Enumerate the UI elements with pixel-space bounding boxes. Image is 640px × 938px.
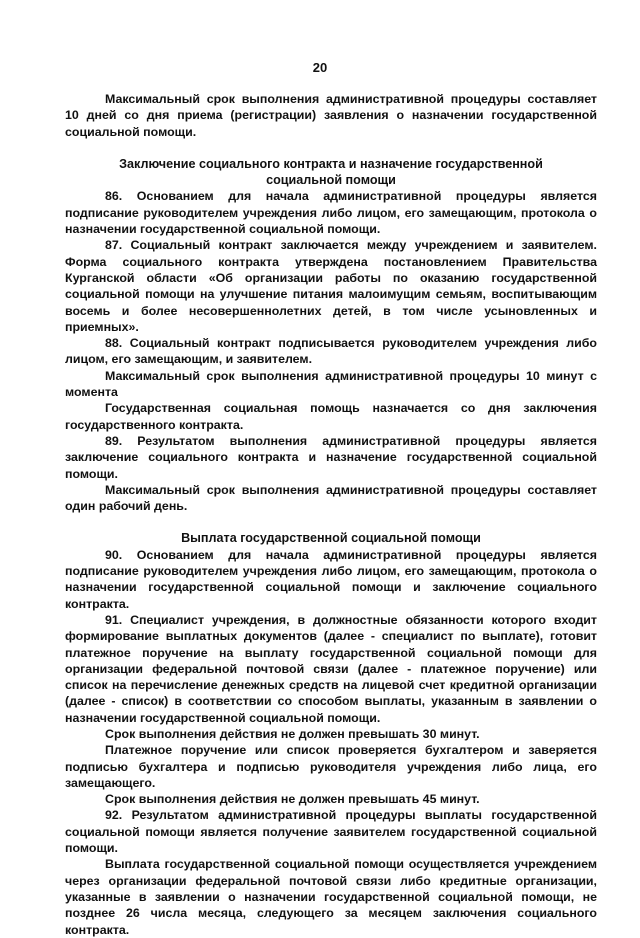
section-title-line1: Заключение социального контракта и назначение государственной [119, 156, 543, 171]
section-title-line2: социальной помощи [266, 173, 396, 188]
paragraph-92: 92. Результатом административной процедуры выплаты государственной социальной помощи является получение заявителем государственной социальной помощи. [65, 808, 597, 856]
paragraph-verification: Платежное поручение или список проверяется бухгалтером и заверяется подписью бухгалтера и подписью руководителя учреждения либо лица, его замещающего. [65, 743, 597, 790]
paragraph-payment-delivery: Выплата государственной социальной помощи осуществляется учреждением через организации федеральной почтовой связи либо кредитные организации, указанные в заявлении о назначении государственной социальной помощи, не позднее 26 числа месяца, следующего за месяцем заключения социального контракта. [65, 857, 597, 937]
paragraph-91: 91. Специалист учреждения, в должностные обязанности которого входит формирование выплатных документов (далее - специалист по выплате), готовит платежное поручение на выплату государственной социальной помощи для организации федеральной почтовой связи (далее - платежное поручение) или список на перечисление денежных средств на лицевой счет кредитной организации (далее - список) в соответствии со способом выплаты, указанным в заявлении о назначении государственной социальной помощи. [65, 612, 597, 725]
section-title-payment: Выплата государственной социальной помощи [181, 531, 481, 546]
paragraph-87: 87. Социальный контракт заключается между учреждением и заявителем. Форма социального контракта утверждена постановлением Правительства Курганской области «Об организации работы по оказанию государственной социальной помощи на улучшение питания малоимущим семьям, воспитывающим восемь и более несовершеннолетних детей, в том числе усыновленных и приемных». [65, 238, 597, 334]
document-body [65, 91, 597, 938]
paragraph-88: 88. Социальный контракт подписывается руководителем учреждения либо лицом, его замещающим, и заявителем. [65, 336, 597, 367]
spacer [65, 514, 597, 530]
paragraph-max-term-one-day: Максимальный срок выполнения административной процедуры составляет один рабочий день. [65, 482, 597, 514]
paragraph-90: 90. Основанием для начала административной процедуры является подписание руководителем учреждения либо лицом, его замещающим, протокола о назначении государственной социальной помощи и заключение социального контракта. [65, 547, 597, 611]
spacer [65, 140, 597, 156]
paragraph-term-30-min: Срок выполнения действия не должен превышать 30 минут. [105, 726, 480, 741]
section-title-social-contract [65, 156, 597, 189]
intro-paragraph: Максимальный срок выполнения административной процедуры составляет 10 дней со дня приема (регистрации) заявления о назначении государственной социальной помощи. [65, 92, 597, 139]
paragraph-86: 86. Основанием для начала административной процедуры является подписание руководителем учреждения либо лицом, его замещающим, протокола о назначении государственной социальной помощи. [65, 189, 597, 237]
paragraph-89: 89. Результатом выполнения административной процедуры является заключение социального контракта и назначение государственной социальной помощи. [65, 433, 597, 481]
page-number: 20 [312, 60, 328, 75]
paragraph-term-45-min: Срок выполнения действия не должен превышать 45 минут. [105, 792, 480, 807]
paragraph-max-term-10-min: Максимальный срок выполнения административной процедуры 10 минут с момента [65, 368, 597, 400]
paragraph-assignment: Государственная социальная помощь назначается со дня заключения государственного контракта. [65, 401, 597, 432]
